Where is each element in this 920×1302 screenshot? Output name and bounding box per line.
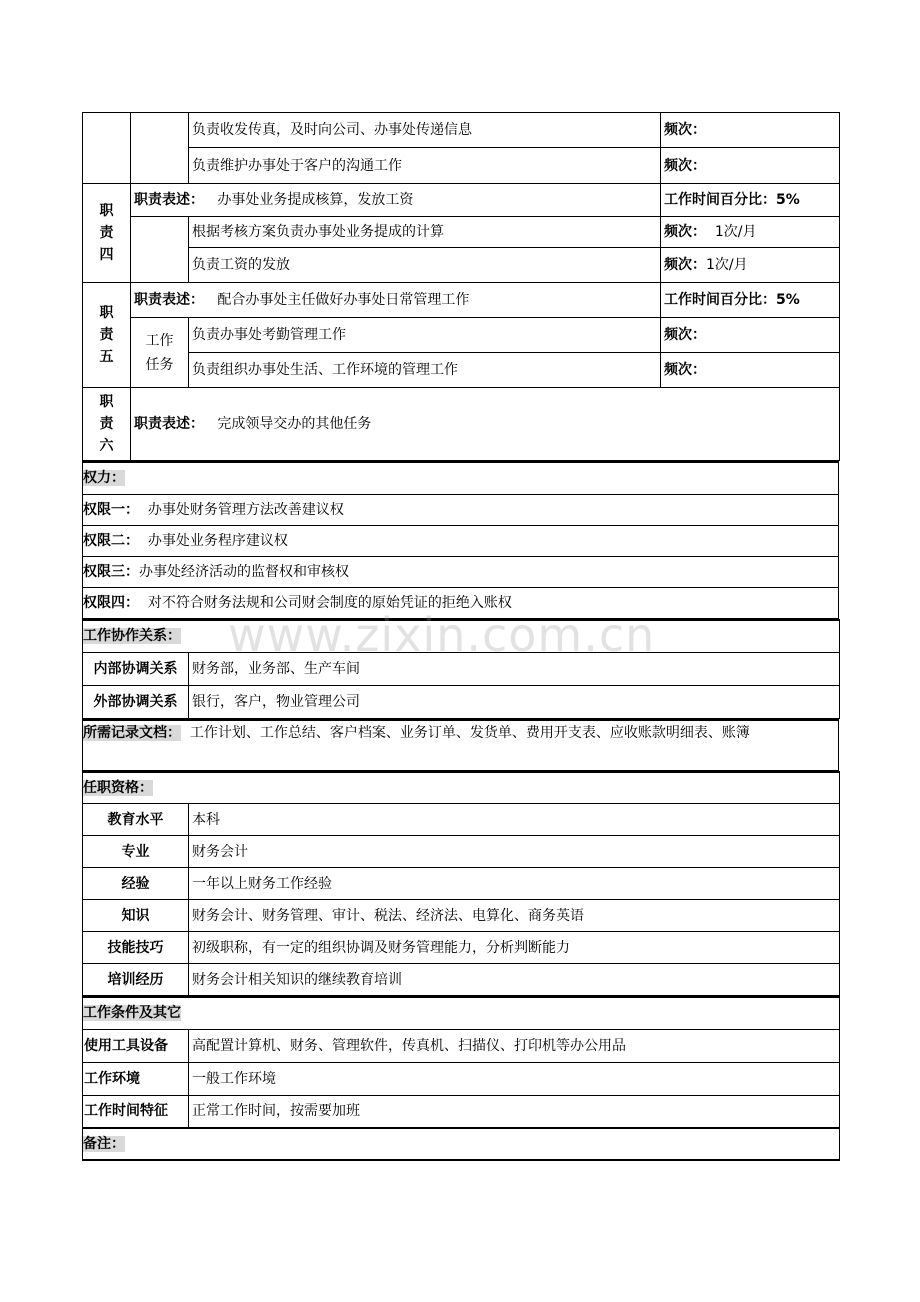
condition-value: 正常工作时间，按需要加班 [189,1095,840,1128]
authority-item: 权限一： 办事处财务管理方法改善建议权 [83,494,839,525]
task-frequency [661,217,840,248]
duty6-label: 职 责 六 [83,388,131,461]
authority-item: 权限三：办事处经济活动的监督权和审核权 [83,556,839,587]
condition-label: 工作环境 [83,1062,189,1095]
duty-desc-label: 职责表述： [134,416,204,432]
qualification-value: 财务会计相关知识的继续教育培训 [189,964,840,996]
duty-desc-text: 完成领导交办的其他任务 [217,416,372,432]
internal-coordination-value: 财务部，业务部、生产车间 [189,653,840,686]
qualification-label: 培训经历 [83,964,189,996]
duty4-task-label [131,217,189,283]
task-text: 负责收发传真，及时向公司、办事处传递信息 [189,113,661,148]
duty4-description [131,184,661,217]
task-text: 负责组织办事处生活、工作环境的管理工作 [189,353,661,388]
freq-label: 频次： [664,224,706,240]
condition-value: 高配置计算机、财务、管理软件，传真机、扫描仪、打印机等办公用品 [189,1029,840,1062]
cooperation-title: 工作协作关系： [83,620,840,653]
condition-label: 使用工具设备 [83,1029,189,1062]
qualification-label: 经验 [83,868,189,900]
task-frequency: 频次： [661,353,840,388]
qualifications-title: 任职资格： [83,772,840,804]
duty-desc-text: 配合办事处主任做好办事处日常管理工作 [217,292,470,308]
duty4-label: 职 责 四 [83,184,131,283]
condition-label: 工作时间特征 [83,1095,189,1128]
qualification-label: 教育水平 [83,804,189,836]
condition-value: 一般工作环境 [189,1062,840,1095]
freq-label: 频次： [664,257,706,273]
duty-desc-label: 职责表述： [134,292,204,308]
qualification-label: 知识 [83,900,189,932]
conditions-table [82,996,840,1161]
internal-coordination-label: 内部协调关系 [83,653,189,686]
conditions-title: 工作条件及其它 [83,997,840,1029]
task-text: 负责维护办事处于客户的沟通工作 [189,148,661,184]
duty3-cell [83,113,131,184]
qualification-value: 一年以上财务工作经验 [189,868,840,900]
qualification-label: 技能技巧 [83,932,189,964]
watermark-text: www.zixin.com.cn [228,608,656,662]
qualification-label: 专业 [83,836,189,868]
duty5-description [131,283,661,318]
job-description-document [82,112,839,1161]
qualification-value: 本科 [189,804,840,836]
task-text: 负责办事处考勤管理工作 [189,318,661,353]
records-text: 工作计划、工作总结、客户档案、业务订单、发货单、费用开支表、应收账款明细表、账簿 [181,725,750,741]
remarks-title: 备注： [83,1128,840,1160]
duty5-label: 职 责 五 [83,283,131,388]
qualification-value: 财务会计 [189,836,840,868]
qualification-value: 财务会计、财务管理、审计、税法、经济法、电算化、商务英语 [189,900,840,932]
task-text: 根据考核方案负责办事处业务提成的计算 [189,217,661,248]
freq-value: 1次/月 [706,224,757,240]
duty-time-percent: 工作时间百分比：5% [661,184,840,217]
external-coordination-label: 外部协调关系 [83,686,189,719]
qualification-value: 初级职称，有一定的组织协调及财务管理能力，分析判断能力 [189,932,840,964]
freq-value: 1次/月 [706,257,748,273]
duty-time-percent: 工作时间百分比：5% [661,283,840,318]
authority-table [82,461,839,619]
records-table [82,719,839,771]
task-frequency: 频次： [661,318,840,353]
authority-item: 权限四： 对不符合财务法规和公司财会制度的原始凭证的拒绝入账权 [83,587,839,618]
duties-table [82,112,840,461]
cooperation-table [82,619,840,720]
duty-desc-label: 职责表述： [134,192,204,208]
authority-title: 权力： [83,462,839,494]
records-documents [83,720,839,770]
records-label: 所需记录文档： [83,725,181,741]
task-frequency: 频次： [661,148,840,184]
task-text: 负责工资的发放 [189,248,661,283]
duty5-task-label: 工作 任务 [131,318,189,388]
task-frequency: 频次： [661,113,840,148]
authority-item: 权限二： 办事处业务程序建议权 [83,525,839,556]
duty-desc-text: 办事处业务提成核算，发放工资 [217,192,414,208]
qualifications-table [82,771,840,997]
task-frequency [661,248,840,283]
duty6-description [131,388,840,461]
external-coordination-value: 银行，客户，物业管理公司 [189,686,840,719]
duty3-task-label [131,113,189,184]
